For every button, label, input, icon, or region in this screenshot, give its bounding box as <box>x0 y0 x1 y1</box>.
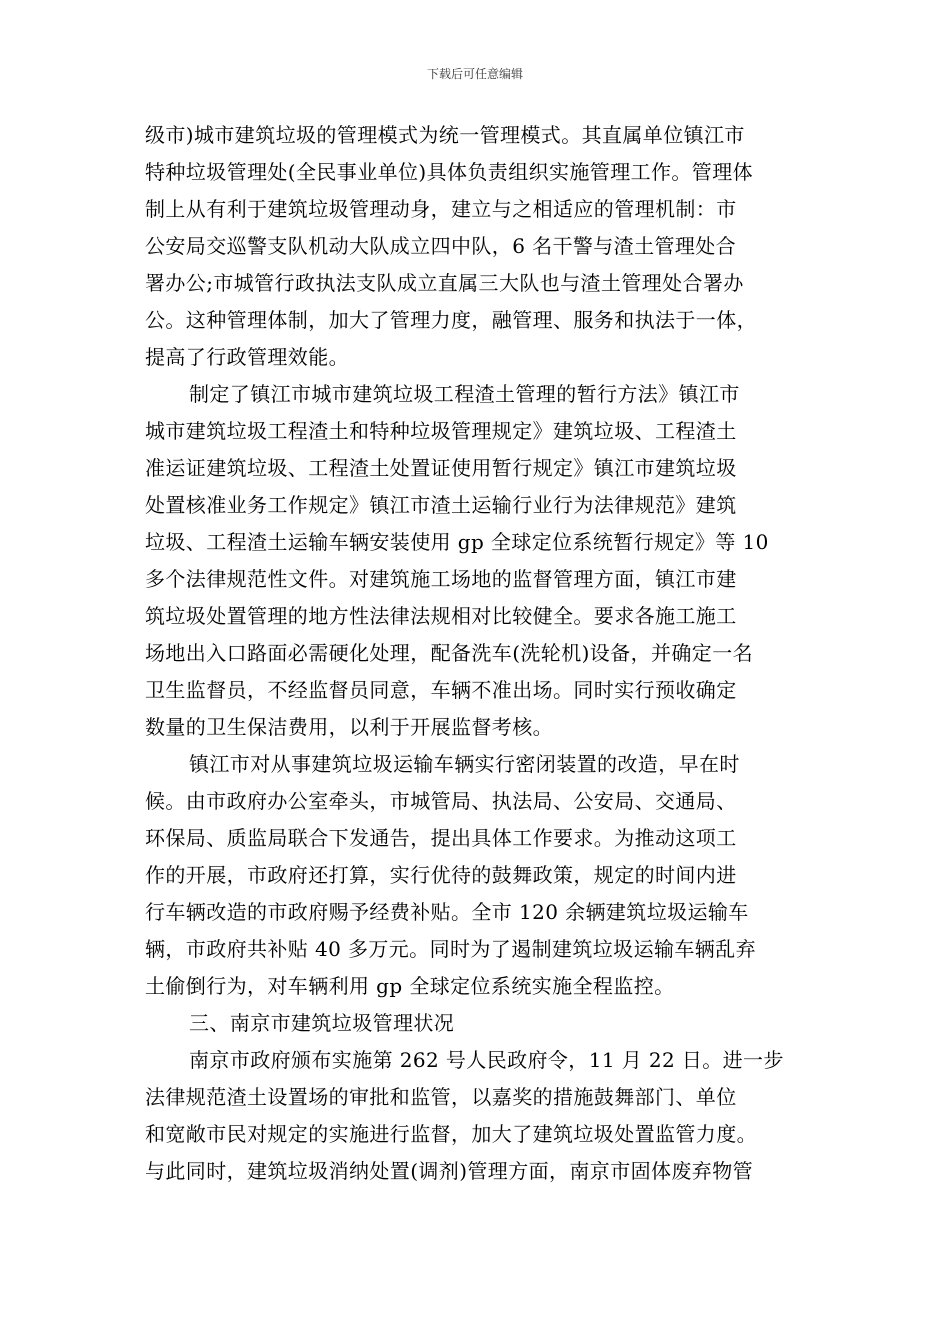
document-body <box>145 117 810 1190</box>
text-line: 候。由市政府办公室牵头，市城管局、执法局、公安局、交通局、 <box>145 789 737 813</box>
paragraph-start-line: 制定了镇江市城市建筑垃圾工程渣土管理的暂行方法》镇江市 <box>189 382 740 406</box>
text-line: 级市)城市建筑垃圾的管理模式为统一管理模式。其直属单位镇江市 <box>145 123 745 147</box>
text-line: 多个法律规范性文件。对建筑施工场地的监督管理方面，镇江市建 <box>145 567 737 591</box>
text-line: 环保局、质监局联合下发通告，提出具体工作要求。为推动这项工 <box>145 826 737 850</box>
text-line: 处置核准业务工作规定》镇江市渣土运输行业行为法律规范》建筑 <box>145 493 737 517</box>
paragraph-start-line: 南京市政府颁布实施第 262 号人民政府令，11 月 22 日。进一步 <box>189 1048 784 1072</box>
text-line: 场地出入口路面必需硬化处理，配备洗车(洗轮机)设备，并确定一名 <box>145 641 754 665</box>
text-line: 与此同时，建筑垃圾消纳处置(调剂)管理方面，南京市固体废弃物管 <box>145 1159 754 1183</box>
text-line: 提高了行政管理效能。 <box>145 345 349 369</box>
text-line: 公。这种管理体制，加大了管理力度，融管理、服务和执法于一体， <box>145 308 757 332</box>
text-line: 筑垃圾处置管理的地方性法律法规相对比较健全。要求各施工施工 <box>145 604 737 628</box>
text-line: 数量的卫生保洁费用，以利于开展监督考核。 <box>145 715 553 739</box>
text-line: 特种垃圾管理处(全民事业单位)具体负责组织实施管理工作。管理体 <box>145 160 754 184</box>
text-line: 署办公;市城管行政执法支队成立直属三大队也与渣土管理处合署办 <box>145 271 744 295</box>
text-line: 公安局交巡警支队机动大队成立四中队，6 名干警与渣土管理处合 <box>145 234 737 258</box>
section-heading: 三、南京市建筑垃圾管理状况 <box>189 1011 455 1035</box>
text-line: 卫生监督员，不经监督员同意，车辆不准出场。同时实行预收确定 <box>145 678 737 702</box>
text-line: 垃圾、工程渣土运输车辆安装使用 gp 全球定位系统暂行规定》等 10 <box>145 530 769 554</box>
text-line: 辆，市政府共补贴 40 多万元。同时为了遏制建筑垃圾运输车辆乱弃 <box>145 937 756 961</box>
text-line: 土偷倒行为，对车辆利用 gp 全球定位系统实施全程监控。 <box>145 974 675 998</box>
page-header: 下载后可任意编辑 <box>426 67 523 81</box>
text-line: 法律规范渣土设置场的审批和监管，以嘉奖的措施鼓舞部门、单位 <box>145 1085 737 1109</box>
text-line: 和宽敞市民对规定的实施进行监督，加大了建筑垃圾处置监管力度。 <box>145 1122 757 1146</box>
paragraph-start-line: 镇江市对从事建筑垃圾运输车辆实行密闭装置的改造，早在时 <box>189 752 740 776</box>
text-line: 作的开展，市政府还打算，实行优待的鼓舞政策，规定的时间内进 <box>145 863 737 887</box>
text-line: 制上从有利于建筑垃圾管理动身，建立与之相适应的管理机制：市 <box>145 197 737 221</box>
text-line: 行车辆改造的市政府赐予经费补贴。全市 120 余辆建筑垃圾运输车 <box>145 900 749 924</box>
text-line: 城市建筑垃圾工程渣土和特种垃圾管理规定》建筑垃圾、工程渣土 <box>145 419 737 443</box>
text-line: 准运证建筑垃圾、工程渣土处置证使用暂行规定》镇江市建筑垃圾 <box>145 456 737 480</box>
